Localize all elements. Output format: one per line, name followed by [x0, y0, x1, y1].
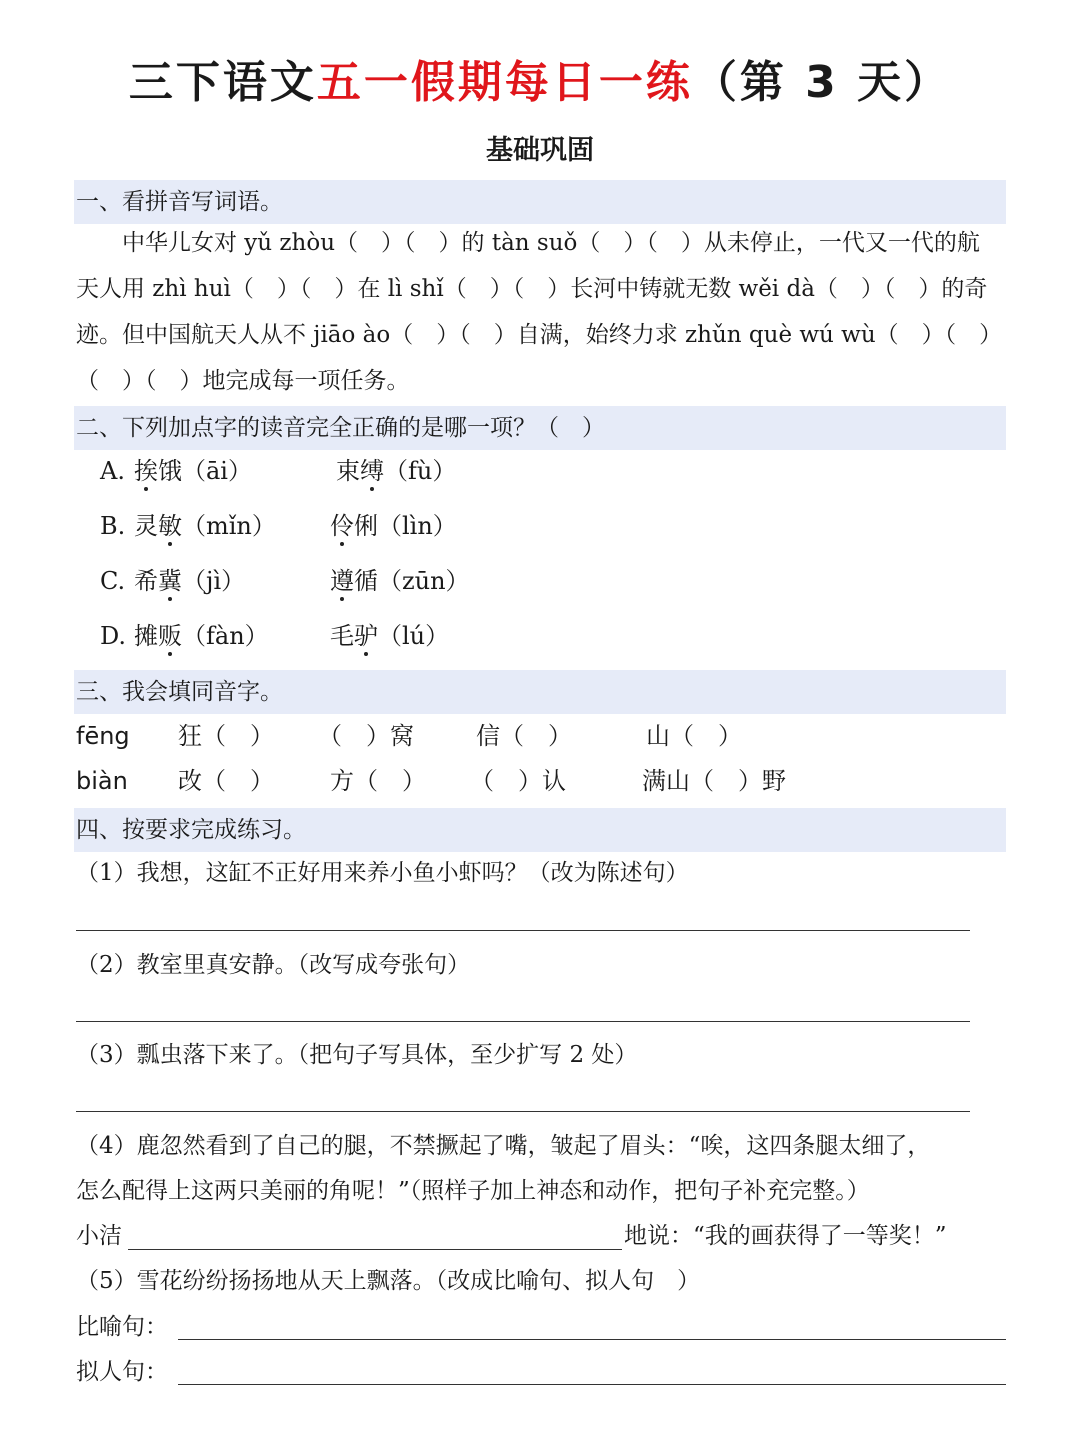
exercise-4-suffix: 地说：“我的画获得了一等奖！” — [624, 1223, 947, 1249]
homophone-blank: 方（ ） — [330, 767, 426, 795]
section1-line: 迹。但中国航天人从不 jiāo ào（ ）（ ）自满，始终力求 zhǔn què wú wù（ ）（ ） — [76, 322, 1003, 348]
section1-line: （ ）（ ）地完成每一项任务。 — [76, 368, 410, 394]
exercise-4-line: （4）鹿忽然看到了自己的腿，不禁撅起了嘴，皱起了眉头：“唉，这四条腿太细了， — [76, 1133, 931, 1159]
homophone-blank: 满山（ ）野 — [642, 767, 786, 795]
option-word-1: 灵敏（mǐn） — [134, 512, 276, 540]
answer-line[interactable] — [128, 1249, 622, 1250]
answer-line[interactable] — [178, 1384, 1006, 1385]
answer-line[interactable] — [76, 1021, 970, 1022]
section2-heading: 二、下列加点字的读音完全正确的是哪一项？（ ） — [76, 415, 605, 441]
answer-line[interactable] — [76, 930, 970, 931]
exercise-4-line: 怎么配得上这两只美丽的角呢！”（照样子加上神态和动作，把句子补充完整。） — [76, 1178, 870, 1204]
option-letter: B. — [100, 512, 126, 540]
homophone-blank: 山（ ） — [646, 722, 742, 750]
page-subtitle: 基础巩固 — [486, 135, 594, 166]
homophone-pinyin: biàn — [76, 767, 128, 795]
option-letter: D. — [100, 622, 127, 650]
title-highlight: 五一假期每日一练 — [316, 57, 693, 108]
option-word-1: 希冀（jì） — [134, 567, 246, 595]
homophone-blank: 信（ ） — [476, 722, 572, 750]
homophone-blank: （ ）认 — [470, 767, 566, 795]
exercise-1: （1）我想，这缸不正好用来养小鱼小虾吗？（改为陈述句） — [76, 860, 689, 886]
homophone-blank: （ ）窝 — [318, 722, 414, 750]
exercise-2: （2）教室里真安静。（改写成夸张句） — [76, 952, 471, 978]
homophone-pinyin: fēng — [76, 722, 130, 750]
section3-heading: 三、我会填同音字。 — [76, 679, 283, 705]
page-title — [0, 46, 1080, 110]
option-word-2: 束缚（fù） — [336, 457, 457, 485]
option-letter: C. — [100, 567, 126, 595]
section1-line: 天人用 zhì huì（ ）（ ）在 lì shǐ（ ）（ ）长河中铸就无数 wěi dà（ ）（ ）的奇 — [76, 276, 988, 302]
option-word-2: 毛驴（lú） — [330, 622, 450, 650]
option-word-1: 挨饿（āi） — [134, 457, 252, 485]
option-word-2: 遵循（zūn） — [330, 567, 470, 595]
homophone-blank: 改（ ） — [178, 767, 274, 795]
title-grade-subject: 三下语文 — [128, 57, 317, 108]
option-word-2: 伶俐（lìn） — [330, 512, 457, 540]
answer-line[interactable] — [76, 1111, 970, 1112]
answer-line[interactable] — [178, 1339, 1006, 1340]
option-word-1: 摊贩（fàn） — [134, 622, 269, 650]
title-day: （第 3 天） — [692, 57, 952, 108]
exercise-3: （3）瓢虫落下来了。（把句子写具体，至少扩写 2 处） — [76, 1042, 638, 1068]
personify-label: 拟人句： — [76, 1359, 168, 1385]
section1-line: 中华儿女对 yǔ zhòu（ ）（ ）的 tàn suǒ（ ）（ ）从未停止，一代又一代的航 — [76, 230, 980, 256]
section4-heading: 四、按要求完成练习。 — [76, 817, 306, 843]
exercise-4-prefix: 小洁 — [76, 1223, 122, 1249]
exercise-5: （5）雪花纷纷扬扬地从天上飘落。（改成比喻句、拟人句 ） — [76, 1268, 701, 1294]
metaphor-label: 比喻句： — [76, 1314, 168, 1340]
option-letter: A. — [100, 457, 125, 485]
section1-heading: 一、看拼音写词语。 — [76, 189, 283, 215]
homophone-blank: 狂（ ） — [178, 722, 274, 750]
